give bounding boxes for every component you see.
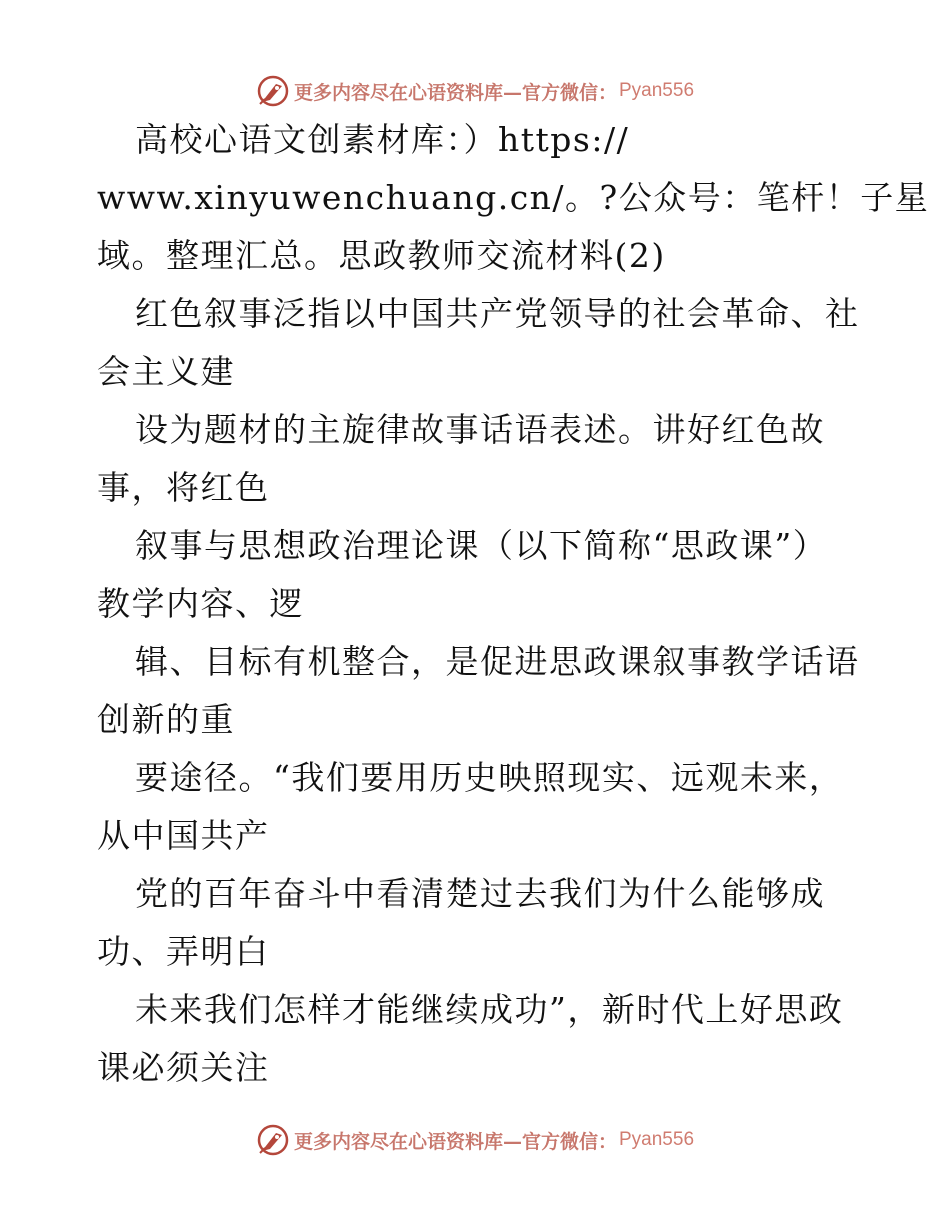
- body-line: 功、弄明白: [97, 932, 270, 971]
- footer-banner: [0, 1120, 950, 1160]
- body-line: 课必须关注: [97, 1048, 270, 1087]
- body-line: 要途径。“我们要用历史映照现实、远观未来，: [135, 758, 844, 797]
- body-line: 党的百年奋斗中看清楚过去我们为什么能够成: [135, 874, 825, 913]
- footer-banner-text: 更多内容尽在心语资料库—官方微信：: [293, 1130, 617, 1153]
- body-line: 从中国共产: [97, 816, 270, 855]
- body-line: 辑、目标有机整合，是促进思政课叙事教学话语: [135, 642, 860, 681]
- body-line: 创新的重: [97, 700, 235, 739]
- header-wechat-id: Pyan556: [619, 80, 695, 101]
- body-line: 红色叙事泛指以中国共产党领导的社会革命、社: [135, 294, 860, 333]
- body-line: 教学内容、逻: [97, 584, 304, 623]
- body-line: 叙事与思想政治理论课（以下简称“思政课”）: [135, 526, 828, 565]
- body-line: 会主义建: [97, 352, 235, 391]
- header-banner-text: 更多内容尽在心语资料库—官方微信：: [293, 81, 617, 104]
- footer-wechat-id: Pyan556: [619, 1129, 695, 1150]
- header-banner: [0, 71, 950, 111]
- pen-nib-logo-icon: [256, 74, 290, 108]
- body-line: 高校心语文创素材库：）https://: [135, 120, 630, 159]
- body-line: 域。整理汇总。思政教师交流材料(2): [97, 236, 666, 275]
- body-line: www.xinyuwenchuang.cn/。?公众号：笔杆！子星: [97, 178, 930, 217]
- body-line: 设为题材的主旋律故事话语表述。讲好红色故: [135, 410, 825, 449]
- body-line: 事，将红色: [97, 468, 270, 507]
- body-line: 未来我们怎样才能继续成功”，新时代上好思政: [135, 990, 844, 1029]
- pen-nib-logo-icon: [256, 1123, 290, 1157]
